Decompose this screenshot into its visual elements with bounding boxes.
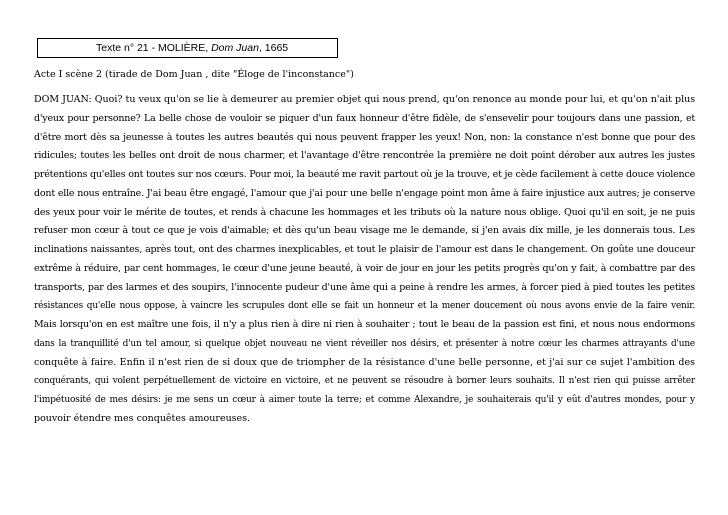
text-line: extrême à réduire, par cent hommages, le cœur d'une jeune beauté, à voir de jour en jour les petits progrès qu'on y fait, à combattre par des — [34, 262, 695, 274]
text-line: résistances qu'elle nous oppose, à vaincre les scrupules dont elle se fait un honneur et la mener doucement où nous avons envie de la faire venir. — [34, 301, 695, 312]
work-title: Dom Juan — [211, 42, 259, 54]
text-line: pouvoir étendre mes conquêtes amoureuses. — [34, 412, 251, 424]
text-number-label: Texte n° 21 - MOLIÈRE, — [96, 42, 212, 54]
text-line: ridicules; toutes les belles ont droit de nous charmer, et l'avantage d'être rencontrée la première ne doit point dérober aux autres les justes — [34, 150, 695, 162]
text-line: l'impétuosité de mes désirs: je me sens un cœur à aimer toute la terre; et comme Alexandre, je souhaiterais qu'il y eût d'autres mondes, pour y — [34, 395, 695, 405]
text-line: conquérants, qui volent perpétuellement de victoire en victoire, et ne peuvent se résoudre à borner leurs souhaits. Il n'est rien qui puisse arrêter — [34, 376, 695, 387]
text-line: dans la tranquillité d'un tel amour, si quelque objet nouveau ne vient réveiller nos désirs, et présenter à notre cœur les charmes attrayants d'une — [34, 338, 695, 349]
text-line: conquête à faire. Enfin il n'est rien de si doux que de triompher de la résistance d'une belle personne, et j'ai sur ce sujet l'ambition des — [34, 356, 695, 368]
text-line: dont elle nous entraîne. J'ai beau être engagé, l'amour que j'ai pour une belle n'engage point mon âme à faire injustice aux autres; je conserve — [34, 187, 695, 199]
text-title-box — [37, 38, 338, 58]
text-line: transports, par des larmes et des soupirs, l'innocente pudeur d'une âme qui a peine à rendre les armes, à forcer pied à pied toutes les petites — [34, 281, 695, 293]
text-line: d'yeux pour personne? La belle chose de vouloir se piquer d'un faux honneur d'être fidèle, de s'ensevelir pour toujours dans une passion, et — [34, 112, 695, 124]
text-line: refuser mon cœur à tout ce que je vois d'aimable; et dès qu'un beau visage me le demande, si j'en avais dix mille, je les donnerais tous. Les — [34, 225, 695, 237]
text-line: inclinations naissantes, après tout, ont des charmes inexplicables, et tout le plaisir de l'amour est dans le changement. On goûte une douceur — [34, 244, 695, 255]
year-label: , 1665 — [258, 42, 289, 54]
text-line: prétentions qu'elles ont toutes sur nos cœurs. Pour moi, la beauté me ravit partout où je la trouve, et je cède facilement à cette douce violence — [34, 169, 695, 180]
text-line: Mais lorsqu'on en est maître une fois, il n'y a plus rien à dire ni rien à souhaiter ; tout le beau de la passion est fini, et nous nous endormons — [34, 319, 695, 330]
scene-subtitle: Acte I scène 2 (tirade de Dom Juan , dite "Éloge de l'inconstance") — [34, 69, 354, 80]
text-line: des yeux pour voir le mérite de toutes, et rends à chacune les hommages et les tributs où la nature nous oblige. Quoi qu'il en soit, je ne puis — [34, 206, 695, 218]
text-line: d'être mort dès sa jeunesse à toutes les autres beautés qui nous peuvent frapper les yeux! Non, non: la constance n'est bonne que pour des — [34, 131, 695, 143]
tirade-body — [34, 91, 695, 429]
text-line: DOM JUAN: Quoi? tu veux qu'on se lie à demeurer au premier objet qui nous prend, qu'on renonce au monde pour lui, et qu'on n'ait plus — [34, 94, 696, 105]
